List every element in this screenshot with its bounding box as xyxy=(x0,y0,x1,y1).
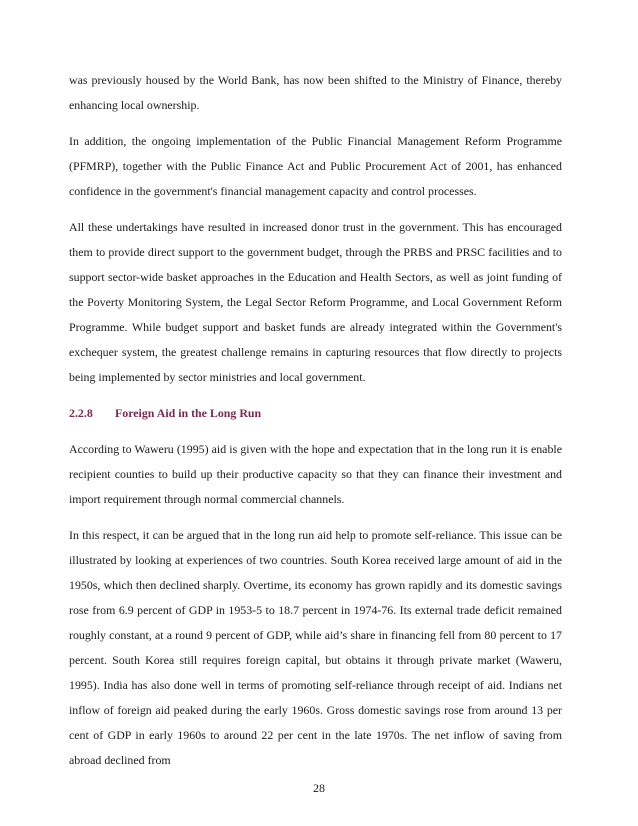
document-page xyxy=(69,68,562,784)
paragraph: All these undertakings have resulted in increased donor trust in the government. This has encouraged them to provide direct support to the government budget, through the PRBS and PRSC facilities and to support sector-wide basket approaches in the Education and Health Sectors, as well as joint funding of the Poverty Monitoring System, the Legal Sector Reform Programme, and Local Government Reform Programme. While budget support and basket funds are already integrated within the Government's exchequer system, the greatest challenge remains in capturing resources that flow directly to projects being implemented by sector ministries and local government. xyxy=(69,220,562,384)
paragraph: In this respect, it can be argued that in the long run aid help to promote self-reliance. This issue can be illustrated by looking at experiences of two countries. South Korea received large amount of aid in the 1950s, which then declined sharply. Overtime, its economy has grown rapidly and its domestic savings rose from 6.9 percent of GDP in 1953-5 to 18.7 percent in 1974-76. Its external trade deficit remained roughly constant, at a round 9 percent of GDP, while aid’s share in financing fell from 80 percent to 17 percent. South Korea still requires foreign capital, but obtains it through private market (Waweru, 1995). India has also done well in terms of promoting self-reliance through receipt of aid. Indians net inflow of foreign aid peaked during the early 1960s. Gross domestic savings rose from around 13 per cent of GDP in early 1960s to around 22 per cent in the late 1970s. The net inflow of saving from abroad declined from xyxy=(69,528,562,767)
page-number: 28 xyxy=(313,781,325,795)
paragraph: In addition, the ongoing implementation of the Public Financial Management Reform Programme (PFMRP), together with the Public Finance Act and Public Procurement Act of 2001, has enhanced confidence in the government's financial management capacity and control processes. xyxy=(69,134,562,198)
paragraph: According to Waweru (1995) aid is given with the hope and expectation that in the long run it is enable recipient counties to build up their productive capacity so that they can finance their investment and import requirement through normal commercial channels. xyxy=(69,442,562,506)
section-heading xyxy=(69,401,562,426)
paragraph: was previously housed by the World Bank, has now been shifted to the Ministry of Finance, thereby enhancing local ownership. xyxy=(69,73,562,112)
section-title: Foreign Aid in the Long Run xyxy=(115,406,262,420)
section-number: 2.2.8 xyxy=(69,406,93,420)
